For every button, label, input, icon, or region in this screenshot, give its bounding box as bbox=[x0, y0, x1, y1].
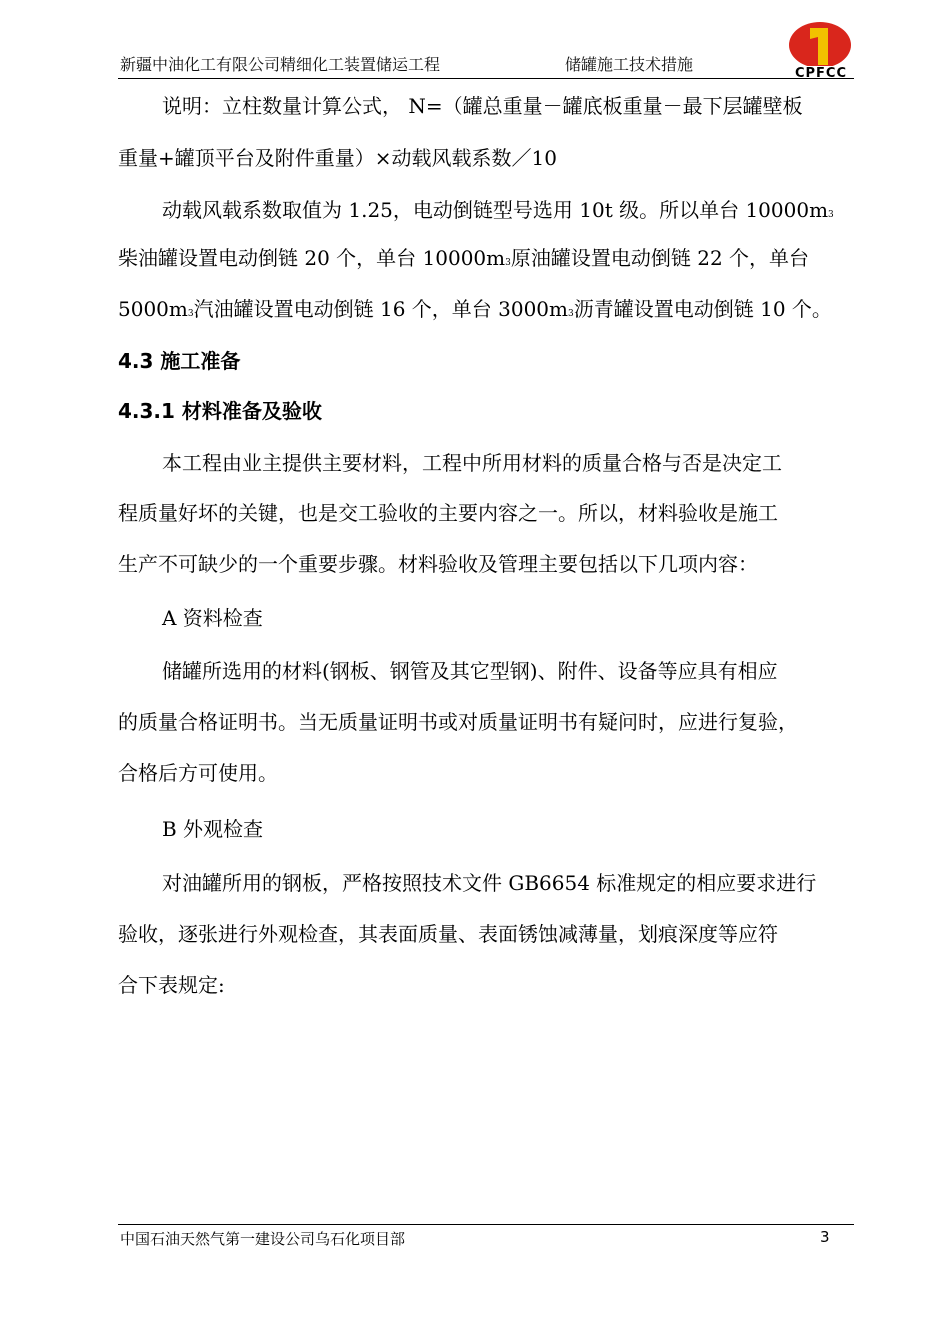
header-doc-title: 储罐施工技术措施 bbox=[565, 55, 694, 74]
item-heading: A 资料检查 bbox=[162, 606, 263, 630]
text-line: 对油罐所用的钢板，严格按照技术文件 GB6654 标准规定的相应要求进行 bbox=[162, 871, 817, 895]
footer-rule bbox=[118, 1224, 854, 1225]
text-line: 本工程由业主提供主要材料，工程中所用材料的质量合格与否是决定工 bbox=[162, 451, 782, 475]
page-number: 3 bbox=[820, 1228, 830, 1246]
svg-text:CPFCC: CPFCC bbox=[794, 66, 848, 80]
text-line: 动载风载系数取值为 1.25，电动倒链型号选用 10t 级。所以单台 10000m3 bbox=[162, 198, 834, 222]
cpfcc-logo bbox=[782, 18, 860, 80]
text-line: 生产不可缺少的一个重要步骤。材料验收及管理主要包括以下几项内容： bbox=[118, 552, 758, 576]
header-rule bbox=[118, 78, 854, 79]
text-line: 说明：立柱数量计算公式， N=（罐总重量－罐底板重量－最下层罐壁板 bbox=[162, 94, 803, 118]
item-heading: B 外观检查 bbox=[162, 817, 264, 841]
text-line: 5000m3汽油罐设置电动倒链 16 个，单台 3000m3沥青罐设置电动倒链 10 个。 bbox=[118, 297, 832, 321]
text-line: 程质量好坏的关键，也是交工验收的主要内容之一。所以，材料验收是施工 bbox=[118, 501, 778, 525]
section-heading: 4.3 施工准备 bbox=[118, 349, 241, 373]
text-line: 的质量合格证明书。当无质量证明书或对质量证明书有疑问时，应进行复验， bbox=[118, 710, 798, 734]
text-line: 储罐所选用的材料(钢板、钢管及其它型钢)、附件、设备等应具有相应 bbox=[162, 659, 778, 683]
text-line: 合格后方可使用。 bbox=[118, 761, 278, 785]
text-line: 柴油罐设置电动倒链 20 个，单台 10000m3原油罐设置电动倒链 22 个，单台 bbox=[118, 246, 810, 270]
subsection-heading: 4.3.1 材料准备及验收 bbox=[118, 399, 322, 423]
text-line: 重量+罐顶平台及附件重量）×动载风载系数／10 bbox=[118, 146, 557, 170]
text-line: 验收，逐张进行外观检查，其表面质量、表面锈蚀减薄量，划痕深度等应符 bbox=[118, 922, 778, 946]
header-company: 新疆中油化工有限公司精细化工装置储运工程 bbox=[120, 55, 441, 74]
text-line: 合下表规定: bbox=[118, 973, 225, 997]
footer-org: 中国石油天然气第一建设公司乌石化项目部 bbox=[120, 1230, 406, 1248]
